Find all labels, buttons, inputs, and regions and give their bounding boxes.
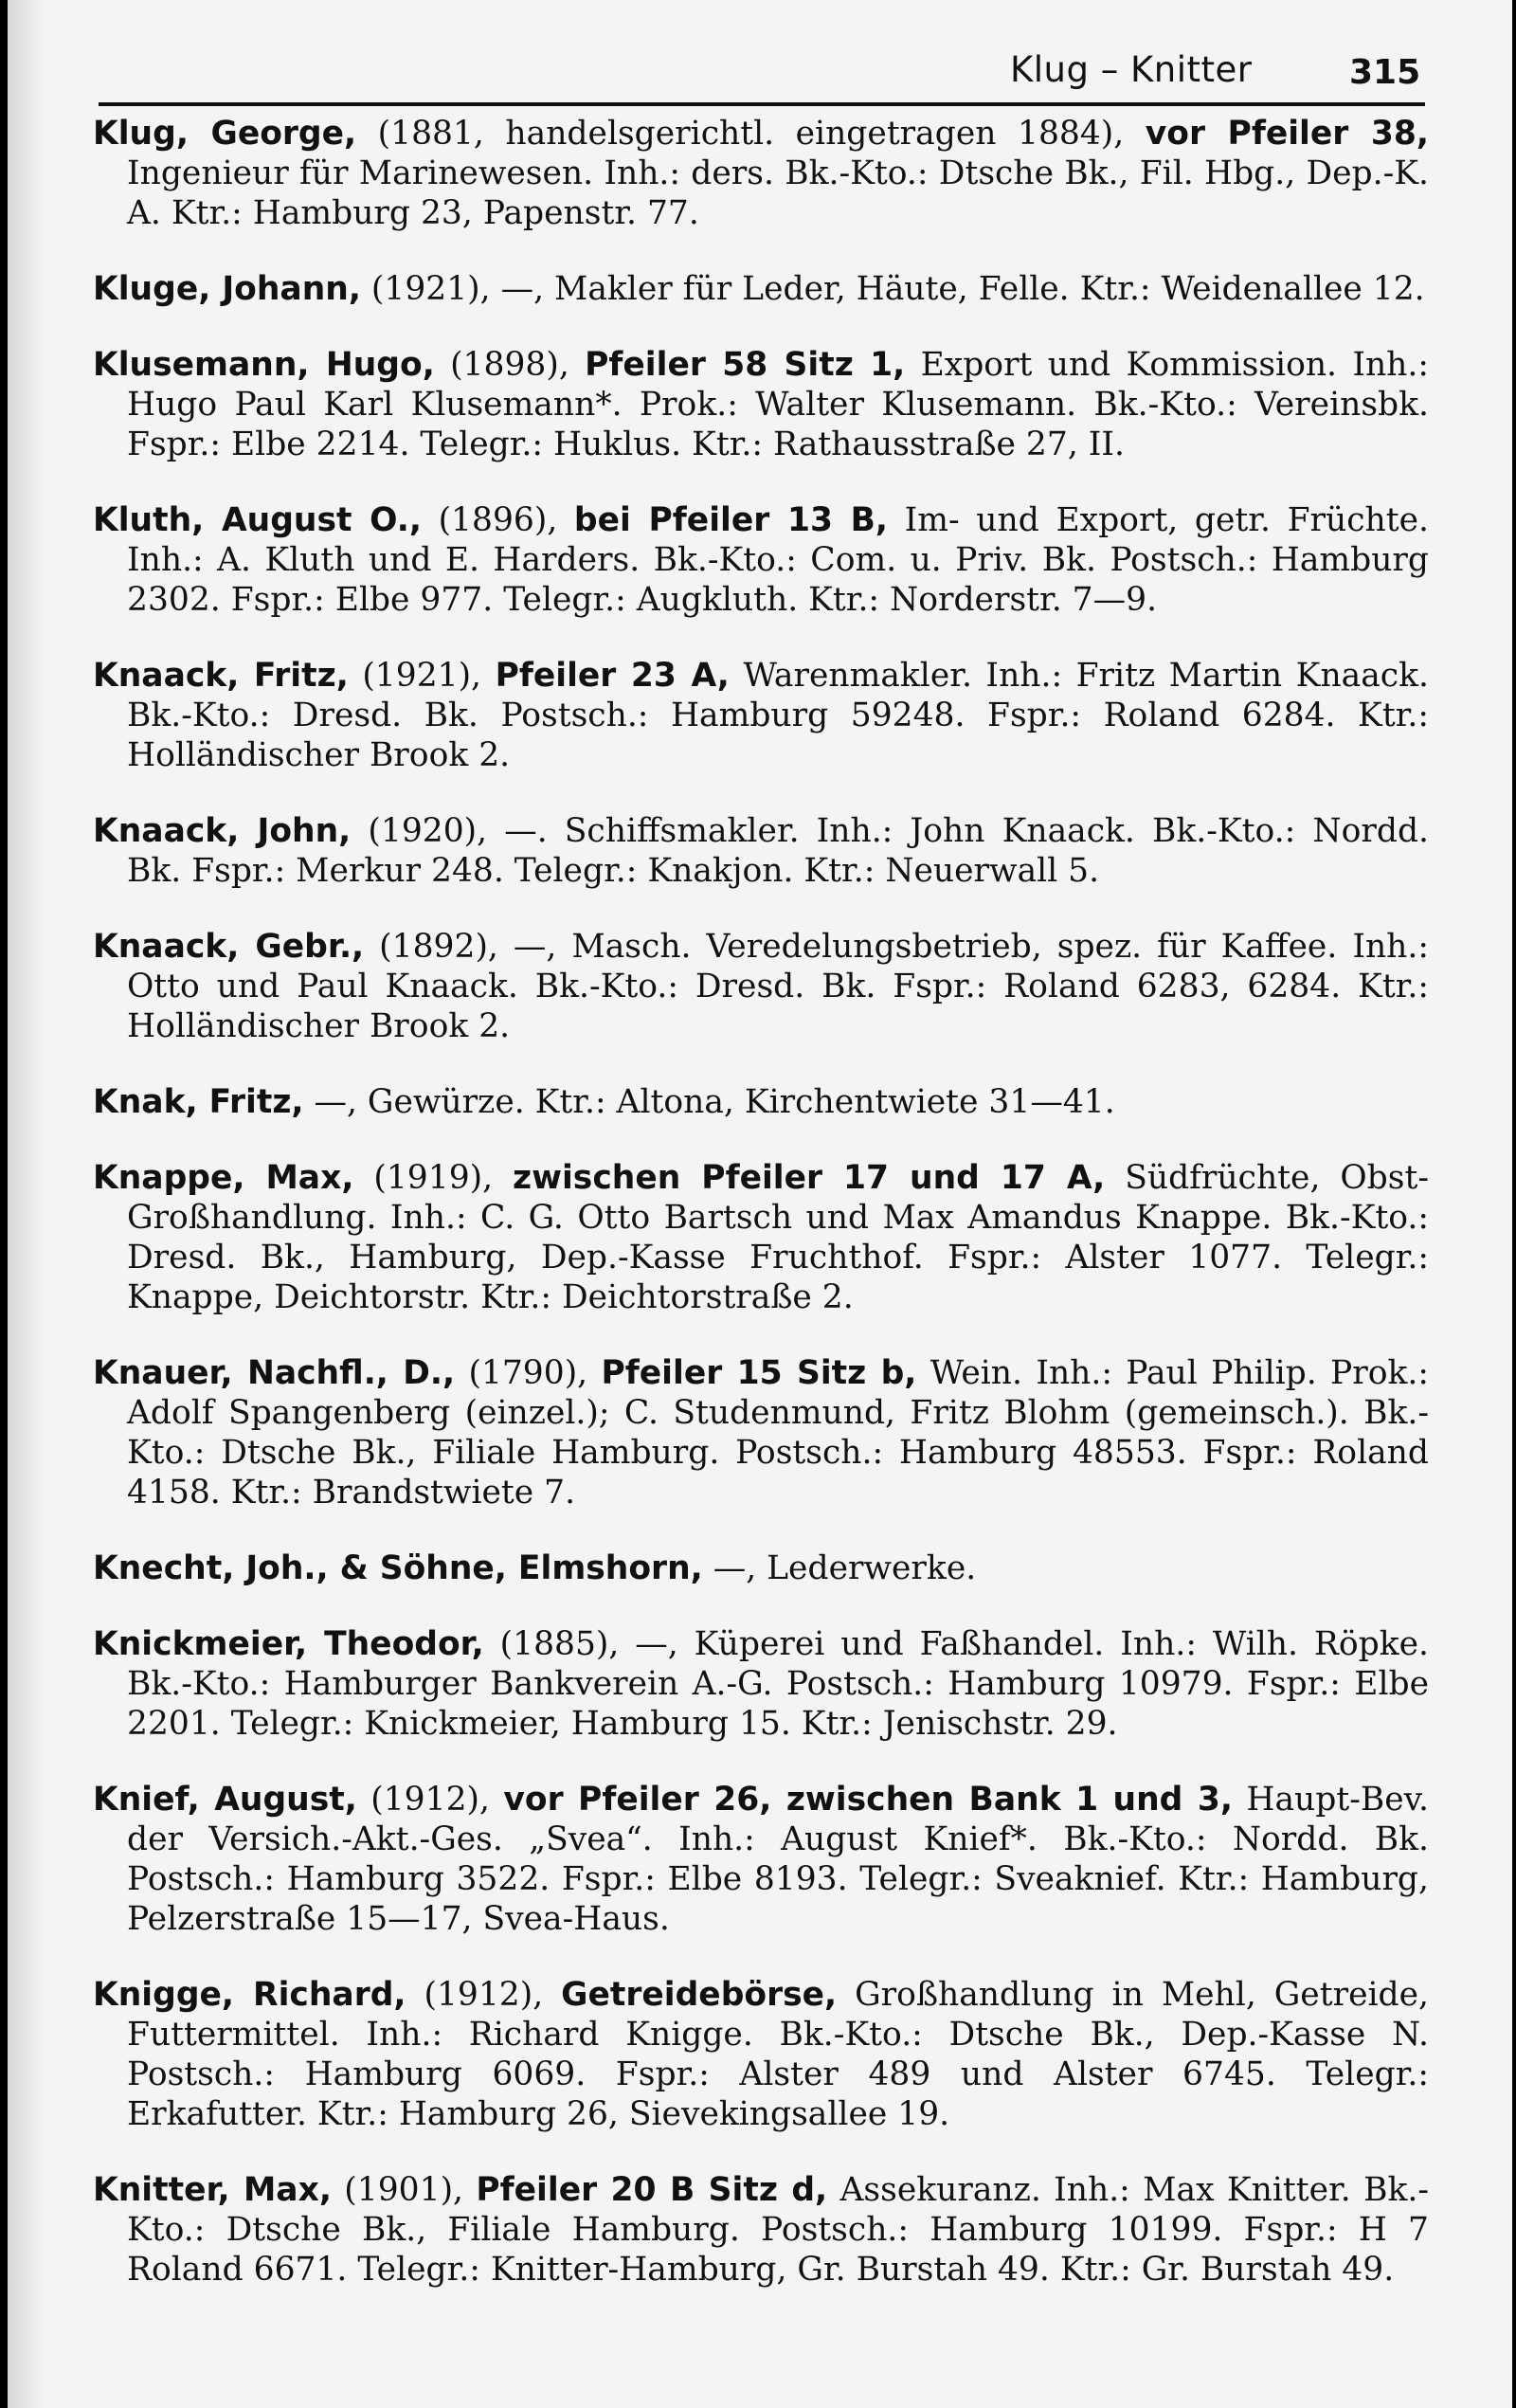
- entry-year: [304, 1083, 315, 1121]
- entries-list: [93, 114, 1429, 2326]
- firm-name: Knappe, Max,: [93, 1159, 354, 1197]
- entry-location: Pfeiler 15 Sitz b,: [601, 1354, 917, 1392]
- entry-details: Warenmakler. Inh.: Fritz Martin Knaack. Bk.-Kto.: Dresd. Bk. Postsch.: Hamburg 59248. Fspr.: Roland 6284. Ktr.: Holländischer Brook 2.: [127, 657, 1429, 774]
- entry-year: (1896),: [421, 501, 574, 539]
- entry-year: (1881, handelsgerichtl. eingetragen 1884),: [356, 115, 1146, 153]
- entry-klug-george: [93, 114, 1429, 233]
- entry-knief-august: [93, 1780, 1429, 1939]
- entry-knecht-joh: [93, 1548, 1429, 1588]
- entry-klusemann-hugo: [93, 345, 1429, 464]
- entry-knaack-fritz: [93, 656, 1429, 775]
- entry-details: Wein. Inh.: Paul Philip. Prok.: Adolf Spangenberg (einzel.); C. Studenmund, Fritz Blohm (gemeinsch.). Bk.-Kto.: Dtsche Bk., Filiale Hamburg. Postsch.: Hamburg 48553. Fspr.: Roland 4158. Ktr.: Brandstwiete 7.: [127, 1354, 1429, 1512]
- entry-details: —, Lederwerke.: [713, 1549, 977, 1587]
- entry-year: (1919),: [353, 1159, 514, 1197]
- entry-knak-fritz: [93, 1082, 1429, 1122]
- entry-year: (1920),: [351, 812, 505, 850]
- entry-details: —, Küperei und Faßhandel. Inh.: Wilh. Röpke. Bk.-Kto.: Hamburger Bankverein A.-G. Postsch.: Hamburg 10979. Fspr.: Elbe 2201. Telegr.: Knickmeier, Hamburg 15. Ktr.: Jenischstr. 29.: [127, 1625, 1430, 1743]
- entry-location: Pfeiler 20 B Sitz d,: [476, 2171, 828, 2209]
- directory-page: [8, 0, 1512, 2408]
- firm-name: Klusemann, Hugo,: [93, 346, 435, 384]
- entry-location: vor Pfeiler 38,: [1145, 115, 1429, 153]
- entry-details: —, Masch. Veredelungsbetrieb, spez. für Kaffee. Inh.: Otto und Paul Knaack. Bk.-Kto.: Dresd. Bk. Fspr.: Roland 6283, 6284. Ktr.: Holländischer Brook 2.: [127, 928, 1429, 1045]
- page-number: 315: [1349, 53, 1421, 92]
- page-header: [99, 45, 1425, 104]
- entry-knaack-john: [93, 811, 1429, 891]
- entry-kluge-johann: [93, 269, 1429, 309]
- entry-knaack-gebr: [93, 927, 1429, 1046]
- entry-year: (1921),: [360, 270, 501, 308]
- entry-details: Assekuranz. Inh.: Max Knitter. Bk.-Kto.: Dtsche Bk., Filiale Hamburg. Postsch.: Hamburg 10199. Fspr.: H 7 Roland 6671. Telegr.: Knitter-Hamburg, Gr. Burstah 49. Ktr.: Gr. Burstah 49.: [127, 2171, 1429, 2289]
- entry-location: Getreidebörse,: [561, 1976, 838, 2014]
- entry-knigge-richard: [93, 1975, 1429, 2134]
- entry-location: vor Pfeiler 26, zwischen Bank 1 und 3,: [503, 1781, 1233, 1819]
- entry-details: Südfrüchte, Obst-Großhandlung. Inh.: C. G. Otto Bartsch und Max Amandus Knappe. Bk.-Kto.: Dresd. Bk., Hamburg, Dep.-Kasse Fruchthof. Fspr.: Alster 1077. Telegr.: Knappe, Deichtorstr. Ktr.: Deichtorstraße 2.: [127, 1159, 1429, 1316]
- entry-kluth-august: [93, 500, 1429, 620]
- entry-year: (1912),: [356, 1781, 504, 1819]
- entry-details: —. Schiffsmakler. Inh.: John Knaack. Bk.-Kto.: Nordd. Bk. Fspr.: Merkur 248. Telegr.: Knakjon. Ktr.: Neuerwall 5.: [127, 812, 1429, 890]
- entry-details: Haupt-Bev. der Versich.-Akt.-Ges. „Svea“. Inh.: August Knief*. Bk.-Kto.: Nordd. Bk. Postsch.: Hamburg 3522. Fspr.: Elbe 8193. Telegr.: Sveaknief. Ktr.: Hamburg, Pelzerstraße 15—17, Svea-Haus.: [127, 1781, 1429, 1938]
- firm-name: Knief, August,: [93, 1781, 357, 1819]
- firm-name: Knecht, Joh., & Söhne, Elmshorn,: [93, 1549, 703, 1587]
- firm-name: Kluth, August O.,: [93, 501, 422, 539]
- entry-knappe-max: [93, 1158, 1429, 1317]
- entry-year: (1921),: [348, 657, 496, 695]
- firm-name: Knaack, Gebr.,: [93, 928, 365, 966]
- entry-details: Im- und Export, getr. Früchte. Inh.: A. Kluth und E. Harders. Bk.-Kto.: Com. u. Priv. Bk. Postsch.: Hamburg 2302. Fspr.: Elbe 977. Telegr.: Augkluth. Ktr.: Norderstr. 7—9.: [127, 501, 1430, 619]
- entry-year: (1885),: [483, 1625, 636, 1663]
- entry-year: (1898),: [434, 346, 586, 384]
- firm-name: Knickmeier, Theodor,: [93, 1625, 484, 1663]
- firm-name: Knaack, John,: [93, 812, 352, 850]
- firm-name: Knak, Fritz,: [93, 1083, 304, 1121]
- firm-name: Klug, George,: [93, 115, 357, 153]
- entry-knickmeier-theodor: [93, 1624, 1429, 1744]
- entry-year: (1790),: [455, 1354, 602, 1392]
- entry-details: —, Makler für Leder, Häute, Felle. Ktr.: Weidenallee 12.: [500, 270, 1425, 308]
- entry-location: Pfeiler 23 A,: [495, 657, 730, 695]
- firm-name: Knauer, Nachfl., D.,: [93, 1354, 456, 1392]
- entry-knauer-nachfl: [93, 1353, 1429, 1512]
- entry-year: (1892),: [364, 928, 514, 966]
- firm-name: Knitter, Max,: [93, 2171, 332, 2209]
- page-gutter-shadow: [8, 0, 45, 2408]
- entry-details: Großhandlung in Mehl, Getreide, Futtermittel. Inh.: Richard Knigge. Bk.-Kto.: Dtsche Bk., Dep.-Kasse N. Postsch.: Hamburg 6069. Fspr.: Alster 489 und Alster 6745. Telegr.: Erkafutter. Ktr.: Hamburg 26, Sievekingsallee 19.: [127, 1976, 1429, 2133]
- entry-year: [703, 1549, 713, 1587]
- entry-knitter-max: [93, 2170, 1429, 2290]
- entry-details: Export und Kommission. Inh.: Hugo Paul Karl Klusemann*. Prok.: Walter Klusemann. Bk.-Kto.: Vereinsbk. Fspr.: Elbe 2214. Telegr.: Huklus. Ktr.: Rathausstraße 27, II.: [127, 346, 1429, 463]
- firm-name: Knigge, Richard,: [93, 1976, 406, 2014]
- entry-location: zwischen Pfeiler 17 und 17 A,: [513, 1159, 1106, 1197]
- entry-location: bei Pfeiler 13 B,: [573, 501, 889, 539]
- firm-name: Knaack, Fritz,: [93, 657, 349, 695]
- entry-year: (1901),: [331, 2171, 477, 2209]
- firm-name: Kluge, Johann,: [93, 270, 361, 308]
- entry-year: (1912),: [406, 1976, 562, 2014]
- entry-details: Ingenieur für Marinewesen. Inh.: ders. Bk.-Kto.: Dtsche Bk., Fil. Hbg., Dep.-K. A. Ktr.: Hamburg 23, Papenstr. 77.: [127, 154, 1429, 232]
- entry-location: Pfeiler 58 Sitz 1,: [585, 346, 906, 384]
- running-title: Klug – Knitter: [1010, 49, 1253, 90]
- entry-details: —, Gewürze. Ktr.: Altona, Kirchentwiete 31—41.: [314, 1083, 1115, 1121]
- header-rule: [99, 102, 1425, 106]
